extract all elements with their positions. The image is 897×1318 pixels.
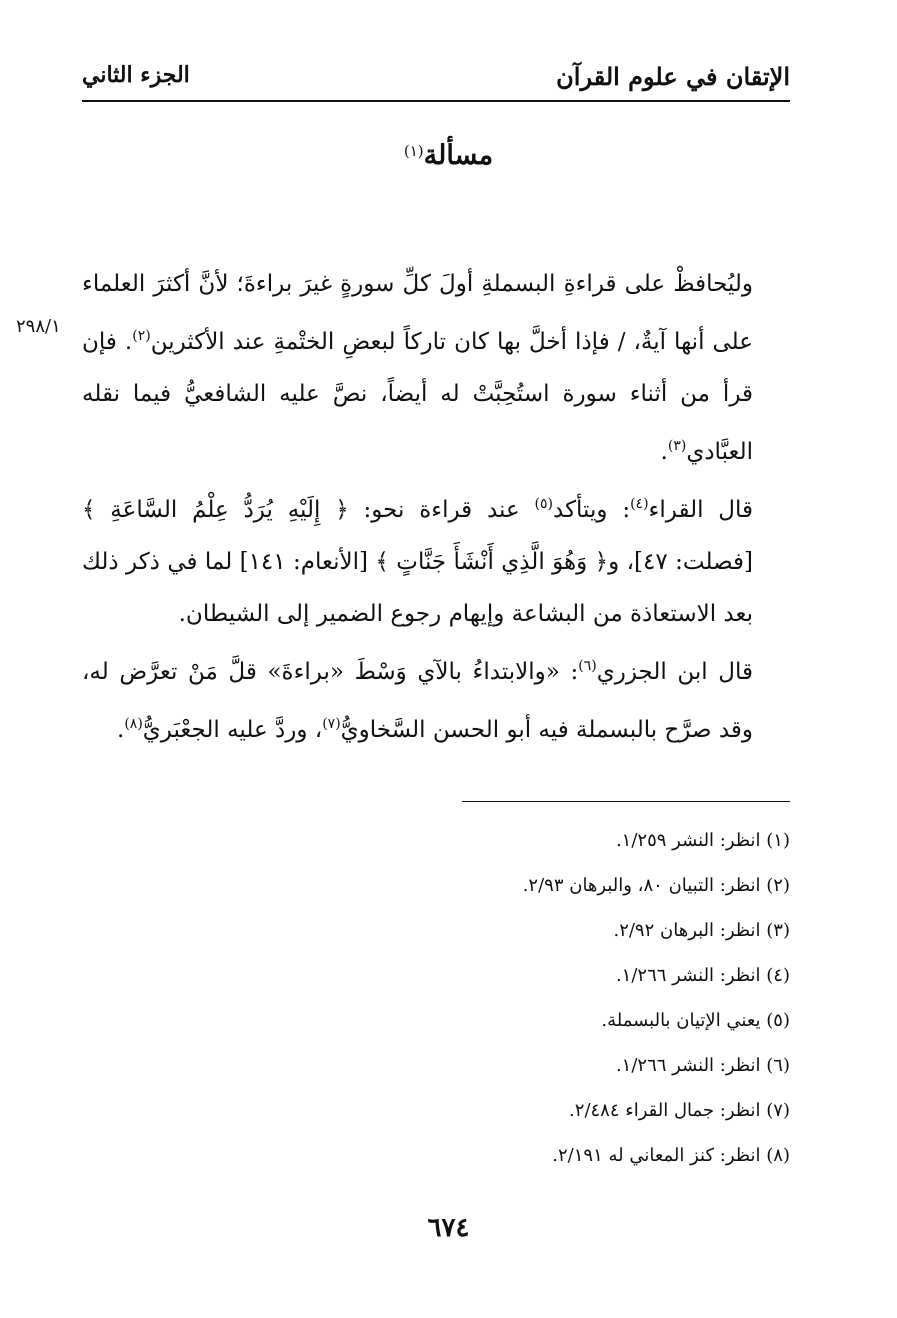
margin-page-reference: ٢٩٨/١ [16,316,61,337]
text-span: قال ابن الجزري [596,659,753,685]
book-title: الإتقان في علوم القرآن [556,62,790,91]
text-span: : ويتأكد [553,497,631,523]
footnote-marker: (٨) [124,716,143,732]
footnote-marker: (٧) [322,716,341,732]
footnote: (٣) انظر: البرهان ٢/٩٢. [613,920,790,941]
footnote: (٦) انظر: النشر ١/٢٦٦. [615,1055,790,1076]
text-span: . [660,439,668,465]
footnote-marker: (٦) [578,658,597,674]
footnote-marker: (٥) [534,496,554,512]
text-span: . فإن قرأ من أثناء سورة استُحِبَّتْ له أيضاً، نصَّ عليه الشافعيُّ فيما نقله العبَّادي [82,329,753,465]
text-span: : «والابتداءُ بالآي وَسْطَ «براءةَ» قلَّ مَنْ تعرَّض له، وقد صرَّح بالبسملة فيه أبو الحسن السَّخاويُّ [82,659,753,743]
paragraph [82,258,789,478]
footnote-marker: (٣) [667,438,687,454]
footnote: (٥) يعني الإتيان بالبسملة. [601,1010,790,1031]
running-header [82,56,790,102]
footnote: (٧) انظر: جمال القراء ٢/٤٨٤. [569,1100,790,1121]
paragraph [82,478,789,640]
footnote: (٨) انظر: كنز المعاني له ٢/١٩١. [552,1145,790,1166]
main-text [82,258,789,756]
footnote: (٤) انظر: النشر ١/٢٦٦. [615,965,790,986]
paragraph [82,640,789,756]
text-span: قال القراء [648,497,754,523]
text-span: ، وردَّ عليه الجعْبَريُّ [142,717,323,743]
footnote: (٢) انظر: التبيان ٨٠، والبرهان ٢/٩٣. [522,875,790,896]
page-number: ٦٧٤ [427,1213,470,1243]
footnote-marker: (١) [403,142,424,160]
section-heading [0,140,897,171]
footnotes [270,818,790,1178]
volume-label: الجزء الثاني [82,62,190,88]
text-span: . [117,717,125,743]
footnote-marker: (٢) [132,328,151,344]
footnote: (١) انظر: النشر ١/٢٥٩. [615,830,790,851]
text-span: عند قراءة نحو: ﴿ إِلَيْهِ يُرَدُّ عِلْمُ السَّاعَةِ ﴾ [فصلت: ٤٧]، و﴿ وَهُوَ الَّذِي أَنْشَأَ جَنَّاتٍ ﴾ [الأنعام: ١٤١] لما في ذكر ذلك بعد الاستعاذة من البشاعة وإيهام رجوع الضمير إلى الشيطان. [82,497,753,627]
text-span: وليُحافظْ على قراءةِ البسملةِ أولَ كلِّ سورةٍ غيرَ براءةَ؛ لأنَّ أكثرَ العلماء على أنها آيةٌ، / فإذا أخلَّ بها كان تاركاً لبعضِ الختْمةِ عند الأكثرين [82,271,753,355]
footnote-marker: (٤) [630,496,649,512]
section-title: مسألة [423,140,494,171]
footnote-separator [462,801,790,802]
